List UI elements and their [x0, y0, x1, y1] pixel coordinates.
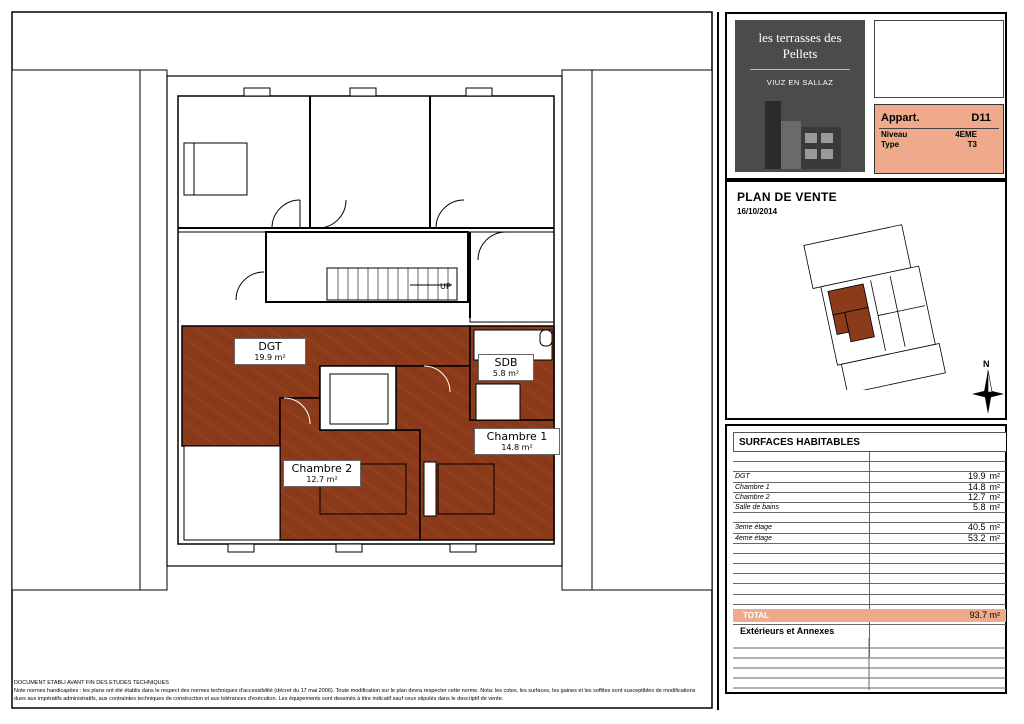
room-area: 14.8 m²: [501, 443, 533, 453]
project-name-line2: Pellets: [782, 46, 818, 62]
plan-date: 16/10/2014: [737, 207, 778, 216]
surface-value: [996, 554, 1000, 563]
surface-value: 40.5 m²: [967, 522, 1000, 533]
apartment-info: [874, 104, 1004, 174]
building-icon: [745, 93, 855, 173]
apartment-number: D11: [971, 112, 991, 124]
room-area: 5.8 m²: [492, 369, 520, 379]
surface-value: 53.2 m²: [967, 532, 1000, 543]
type-label: Type: [881, 140, 900, 149]
exterior-table-lines: [733, 638, 1006, 692]
surface-label: Salle de bains: [735, 503, 779, 511]
surface-value: [996, 513, 1000, 522]
apartment-label: Appart.: [881, 112, 920, 124]
stair-up-label: UP: [440, 282, 451, 291]
north-label: N: [983, 359, 990, 369]
surface-value: [996, 564, 1000, 573]
room-label-chambre1: [474, 428, 560, 455]
room-area: 19.9 m²: [254, 353, 286, 363]
plan-title: PLAN DE VENTE: [737, 190, 837, 204]
level-value: 4EME: [955, 130, 977, 139]
surface-label: 4eme étage: [735, 534, 772, 542]
surface-label: Chambre 1: [735, 483, 770, 491]
room-label-dgt: [234, 338, 306, 365]
disclaimer-note: DOCUMENT ETABLI AVANT FIN DES ETUDES TECHNIQUES Note normes handicapées : les plans ont été établis dans le respect des normes techniques d'accessibilité (décret du 17 mai 2006). Toute modification sur le plan devra respecter cette norme. Nota: les cotes, les surfaces, les gaines et les soffites sont susceptibles de modifications dues aux impératifs administratifs, aux contraintes techniques de construction et aux tolérances d'exécution. Les équipements sont dessinés à titre indicatif sauf ceux stipulés dans le descriptif de vente.: [14, 680, 696, 702]
room-label-sdb: [478, 354, 534, 381]
total-label: TOTAL: [743, 611, 769, 620]
surface-value: [996, 595, 1000, 604]
surface-value: [996, 462, 1000, 471]
key-plan: [800, 222, 950, 390]
room-name: SDB: [494, 356, 518, 369]
exterior-title: Extérieurs et Annexes: [740, 626, 835, 636]
room-name: Chambre 2: [291, 462, 353, 475]
room-name: DGT: [258, 340, 282, 353]
surfaces-table: [733, 432, 1006, 625]
surface-value: 14.8 m²: [967, 481, 1000, 492]
total-value: 93.7 m²: [969, 610, 1000, 620]
room-area: 12.7 m²: [306, 475, 338, 485]
surface-value: 19.9 m²: [967, 471, 1000, 482]
surfaces-title: SURFACES HABITABLES: [733, 432, 1006, 452]
north-arrow-icon: [968, 356, 1008, 418]
surface-value: [996, 452, 1000, 461]
blank-box: [874, 20, 1004, 98]
surface-value: [996, 544, 1000, 553]
surface-value: [996, 584, 1000, 593]
project-location: VIUZ EN SALLAZ: [766, 77, 834, 87]
surface-value: 12.7 m²: [967, 491, 1000, 502]
type-value: T3: [967, 140, 977, 149]
surface-value: 5.8 m²: [972, 501, 1000, 512]
level-label: Niveau: [881, 130, 908, 139]
room-name: Chambre 1: [486, 430, 548, 443]
surface-label: 3eme étage: [735, 524, 772, 532]
surface-label: DGT: [735, 473, 750, 481]
total-row: [733, 609, 1006, 622]
surface-value: [996, 574, 1000, 583]
project-logo: [735, 20, 865, 172]
project-name-line1: les terrasses des: [758, 30, 842, 45]
room-label-chambre2: [283, 460, 361, 487]
surface-label: Chambre 2: [735, 493, 770, 501]
